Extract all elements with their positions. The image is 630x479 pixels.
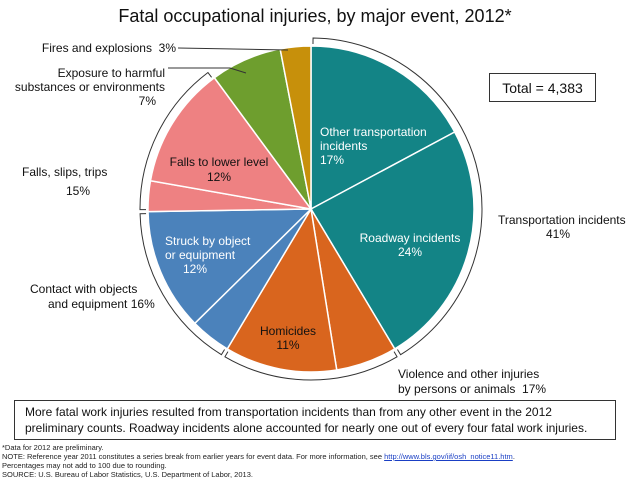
chart-title: Fatal occupational injuries, by major event, 2012* (118, 6, 512, 26)
label-falls-lower-value: 12% (206, 170, 232, 184)
label-exposure-group-2: substances or environments (14, 80, 165, 94)
label-contact-group-2: and equipment 16% (48, 297, 155, 311)
label-other-transport-value: 17% (320, 153, 345, 167)
label-transport-group: Transportation incidents (498, 213, 626, 227)
label-other-transport-2: incidents (320, 139, 368, 153)
label-roadway-value: 24% (397, 245, 423, 259)
leader-fires (178, 48, 288, 50)
footnote-note-end: . (512, 452, 515, 461)
summary-line-1: More fatal work injuries resulted from transportation incidents than from any other event in the 2012 (25, 405, 552, 419)
total-box (489, 73, 596, 102)
footnote-rounding: Percentages may not add to 100 due to rounding. (2, 461, 167, 470)
footnote-preliminary: *Data for 2012 are preliminary. (2, 443, 104, 452)
label-violence-group-2: by persons or animals 17% (398, 382, 547, 396)
label-fires-group: Fires and explosions 3% (41, 41, 176, 55)
label-homicides: Homicides (259, 324, 317, 338)
label-struck-1: Struck by object (165, 234, 251, 248)
footnote-note (2, 452, 515, 461)
label-struck-2: or equipment (165, 248, 236, 262)
footnote-source: SOURCE: U.S. Bureau of Labor Statistics, U.S. Department of Labor, 2013. (2, 470, 253, 479)
label-falls-group-value: 15% (66, 184, 91, 198)
label-exposure-group-value: 7% (138, 94, 156, 108)
summary-box (14, 400, 616, 440)
total-label: Total = 4,383 (502, 79, 583, 96)
label-contact-group-1: Contact with objects (30, 282, 138, 296)
label-homicides-value: 11% (276, 338, 300, 352)
label-roadway: Roadway incidents (359, 231, 461, 245)
label-struck-value: 12% (183, 262, 208, 276)
summary-line-2: preliminary counts. Roadway incidents alone accounted for nearly one out of every four fatal work injuries. (25, 421, 588, 435)
footnotes (2, 443, 515, 479)
label-exposure-group-1: Exposure to harmful (57, 66, 165, 80)
label-transport-group-value: 41% (546, 227, 571, 241)
label-other-transport-1: Other transportation (320, 125, 427, 139)
label-falls-lower: Falls to lower level (169, 155, 269, 169)
footnote-note-text: NOTE: Reference year 2011 constitutes a series break from earlier years for event data. For more information, see (2, 452, 385, 461)
label-violence-group-1: Violence and other injuries (398, 367, 540, 381)
footnote-link[interactable]: http://www.bls.gov/iif/osh_notice11.htm (384, 452, 513, 461)
label-falls-group: Falls, slips, trips (22, 165, 108, 179)
